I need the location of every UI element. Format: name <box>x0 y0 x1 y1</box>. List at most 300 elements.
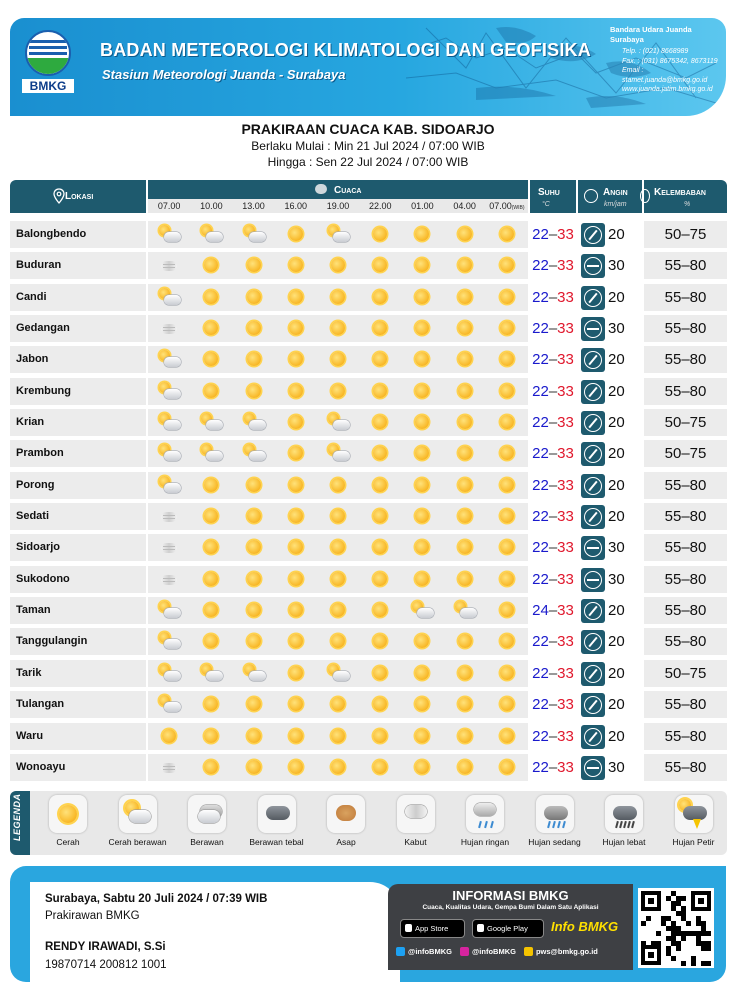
wind-cell <box>578 503 642 530</box>
sun-icon <box>243 727 265 746</box>
weather-cells <box>148 440 528 467</box>
info-bmkg-app-name: Info BMKG <box>551 919 619 934</box>
location-name: Porong <box>10 472 146 499</box>
wind-cell <box>578 378 642 405</box>
contact-email[interactable]: Email : stamet.juanda@bmkg.go.id <box>622 67 708 84</box>
weather-cells <box>148 503 528 530</box>
temp-max: 33 <box>557 727 574 745</box>
location-name: Gedangan <box>10 315 146 342</box>
temp-max: 33 <box>557 602 574 620</box>
sun-icon <box>369 256 391 275</box>
humidity-range: 55–80 <box>644 346 727 373</box>
weather-cells <box>148 566 528 593</box>
fog-icon <box>158 570 180 589</box>
table-row <box>10 378 727 405</box>
humidity-range: 50–75 <box>644 409 727 436</box>
wind-direction-icon <box>581 630 605 654</box>
overcast-icon <box>258 795 296 833</box>
sun-icon <box>369 476 391 495</box>
location-name: Taman <box>10 597 146 624</box>
sun-icon <box>200 758 222 777</box>
wind-direction-icon <box>581 662 605 686</box>
wind-speed: 30 <box>608 539 625 557</box>
sun-icon <box>285 507 307 526</box>
temp-min: 22 <box>532 288 549 306</box>
sun-icon <box>454 727 476 746</box>
contact-title: Bandara Udara Juanda Surabaya <box>610 25 692 44</box>
sun-icon <box>285 225 307 244</box>
temp-max: 33 <box>557 476 574 494</box>
wind-direction-icon <box>581 725 605 749</box>
sun-icon <box>411 382 433 401</box>
weather-cells <box>148 409 528 436</box>
sun-icon <box>369 319 391 338</box>
column-header-cuaca <box>148 180 528 213</box>
wind-direction-icon <box>581 442 605 466</box>
legend-item <box>31 795 105 847</box>
legend-label: Berawan tebal <box>249 837 304 847</box>
temperature-range: 22–33 <box>530 221 576 248</box>
sun-icon <box>285 476 307 495</box>
sun-cloud-icon <box>158 350 180 369</box>
sun-icon <box>411 350 433 369</box>
sun-icon <box>369 664 391 683</box>
logo-text: BMKG <box>22 79 74 93</box>
temperature-range: 22–33 <box>530 503 576 530</box>
info-subtitle: Cuaca, Kualitas Udara, Gempa Bumi Dalam Satu Aplikasi <box>422 904 599 911</box>
forecast-table <box>10 221 727 785</box>
wind-speed: 20 <box>608 226 625 243</box>
legend-label: Hujan lebat <box>602 837 646 847</box>
time-slot: 22.00 <box>368 201 392 211</box>
wind-direction-icon <box>581 348 605 372</box>
mail-icon <box>524 947 533 956</box>
twitter-link[interactable]: @infoBMKG <box>396 947 452 956</box>
sun-icon <box>158 727 180 746</box>
wind-speed: 30 <box>608 320 625 338</box>
location-name: Balongbendo <box>10 221 146 248</box>
table-row <box>10 597 727 624</box>
angin-label: Angin <box>603 187 628 198</box>
qr-code[interactable] <box>638 888 714 968</box>
temp-max: 33 <box>557 570 574 588</box>
sun-icon <box>369 695 391 714</box>
sun-icon <box>369 507 391 526</box>
kelembaban-label: Kelembaban <box>654 187 706 198</box>
legend-label: Hujan sedang <box>528 837 581 847</box>
sun-icon <box>327 476 349 495</box>
legend-item <box>587 795 661 847</box>
wind-speed: 20 <box>608 727 625 745</box>
sun-icon <box>285 288 307 307</box>
wind-cell <box>578 346 642 373</box>
sun-icon <box>369 601 391 620</box>
humidity-range: 55–80 <box>644 566 727 593</box>
sun-cloud-icon <box>454 601 476 620</box>
time-slot: 07.00 <box>157 201 181 211</box>
sun-icon <box>369 413 391 432</box>
humidity-range: 55–80 <box>644 472 727 499</box>
weather-cells <box>148 252 528 279</box>
sun-icon <box>496 476 518 495</box>
sun-icon <box>327 319 349 338</box>
fog-icon <box>158 319 180 338</box>
sun-icon <box>243 538 265 557</box>
sun-icon <box>496 319 518 338</box>
humidity-range: 55–80 <box>644 691 727 718</box>
location-name: Waru <box>10 723 146 750</box>
sun-icon <box>411 570 433 589</box>
sun-icon <box>454 288 476 307</box>
sun-icon <box>200 727 222 746</box>
google-play-button[interactable]: Google Play <box>472 919 544 938</box>
sun-icon <box>369 538 391 557</box>
sun-icon <box>454 444 476 463</box>
sun-icon <box>243 288 265 307</box>
sun-cloud-icon <box>327 444 349 463</box>
sun-icon <box>285 538 307 557</box>
sun-cloud-icon <box>200 664 222 683</box>
location-name: Tarik <box>10 660 146 687</box>
valid-from: Berlaku Mulai : Min 21 Jul 2024 / 07:00 WIB <box>251 139 485 153</box>
temperature-range: 22–33 <box>530 252 576 279</box>
sun-cloud-icon <box>158 288 180 307</box>
wind-speed: 30 <box>608 257 625 275</box>
email-link[interactable]: pws@bmkg.go.id <box>524 947 598 956</box>
sun-icon <box>496 601 518 620</box>
suhu-unit: °C <box>542 201 550 208</box>
humidity-range: 55–80 <box>644 503 727 530</box>
temp-max: 33 <box>557 288 574 306</box>
sun-icon <box>200 256 222 275</box>
sun-icon <box>411 413 433 432</box>
sun-icon <box>411 664 433 683</box>
wind-cell <box>578 691 642 718</box>
smoke-icon <box>327 795 365 833</box>
sun-icon <box>496 288 518 307</box>
temp-min: 22 <box>532 320 549 338</box>
temperature-range: 22–33 <box>530 472 576 499</box>
legend-item <box>448 795 522 847</box>
sun-icon <box>200 695 222 714</box>
wind-direction-icon <box>581 536 605 560</box>
temperature-range: 22–33 <box>530 284 576 311</box>
instagram-link[interactable]: @infoBMKG <box>460 947 516 956</box>
wind-direction-icon <box>581 286 605 310</box>
temp-min: 22 <box>532 758 549 776</box>
temp-max: 33 <box>557 320 574 338</box>
location-pin-icon <box>53 188 65 204</box>
sun-icon <box>327 727 349 746</box>
sun-cloud-icon <box>411 601 433 620</box>
humidity-range: 55–80 <box>644 754 727 781</box>
time-slot: 10.00 <box>200 201 223 211</box>
sun-icon <box>327 288 349 307</box>
humidity-range: 55–80 <box>644 378 727 405</box>
location-name: Tanggulangin <box>10 628 146 655</box>
temperature-range: 22–33 <box>530 754 576 781</box>
column-header-lokasi <box>10 180 146 213</box>
humidity-range: 55–80 <box>644 284 727 311</box>
wind-speed: 20 <box>608 602 625 620</box>
sun-icon <box>327 695 349 714</box>
sun-icon <box>243 350 265 369</box>
wind-cell <box>578 315 642 342</box>
legend-item <box>101 795 175 847</box>
sun-cloud-icon <box>243 225 265 244</box>
time-slot: 07.00(WIB) <box>489 201 525 211</box>
wind-speed: 20 <box>608 664 625 682</box>
temp-min: 22 <box>532 696 549 714</box>
sun-icon <box>411 538 433 557</box>
wind-speed: 20 <box>608 414 625 432</box>
humidity-range: 50–75 <box>644 221 727 248</box>
temp-max: 33 <box>557 508 574 526</box>
temp-min: 22 <box>532 508 549 526</box>
fog-icon <box>158 507 180 526</box>
sun-icon <box>411 319 433 338</box>
instagram-icon <box>460 947 469 956</box>
location-name: Jabon <box>10 346 146 373</box>
table-row <box>10 566 727 593</box>
table-row <box>10 503 727 530</box>
angin-unit: km/jam <box>604 201 627 208</box>
location-name: Prambon <box>10 440 146 467</box>
weather-cells <box>148 723 528 750</box>
wind-cell <box>578 440 642 467</box>
sun-icon <box>369 382 391 401</box>
legend-label: Hujan ringan <box>460 837 510 847</box>
wind-cell <box>578 409 642 436</box>
forecaster-role: Prakirawan BMKG <box>45 910 140 922</box>
weather-cells <box>148 315 528 342</box>
sun-icon <box>243 382 265 401</box>
humidity-range: 55–80 <box>644 628 727 655</box>
time-slot: 01.00 <box>411 201 434 211</box>
social-links <box>396 947 629 956</box>
sun-icon <box>200 319 222 338</box>
sun-icon <box>369 225 391 244</box>
sun-icon <box>285 727 307 746</box>
sun-icon <box>496 382 518 401</box>
sun-icon <box>327 570 349 589</box>
sun-cloud-icon <box>243 664 265 683</box>
lokasi-label: Lokasi <box>65 191 94 202</box>
sun-icon <box>454 538 476 557</box>
wind-direction-icon <box>581 505 605 529</box>
temp-max: 33 <box>557 696 574 714</box>
sun-icon <box>243 319 265 338</box>
temperature-range: 22–33 <box>530 566 576 593</box>
sun-cloud-icon <box>158 601 180 620</box>
sun-cloud-icon <box>327 413 349 432</box>
legend-item <box>309 795 383 847</box>
temp-max: 33 <box>557 382 574 400</box>
location-name: Wonoayu <box>10 754 146 781</box>
sun-icon <box>411 476 433 495</box>
legend-label: Berawan <box>190 837 224 847</box>
wind-direction-icon <box>581 474 605 498</box>
fog-icon <box>158 256 180 275</box>
app-store-button[interactable]: App Store <box>400 919 465 938</box>
sun-icon <box>496 664 518 683</box>
temp-max: 33 <box>557 539 574 557</box>
sun-icon <box>496 444 518 463</box>
header-banner <box>10 18 726 116</box>
sun-icon <box>496 570 518 589</box>
station-name: Stasiun Meteorologi Juanda - Surabaya <box>102 67 346 82</box>
sun-icon <box>243 507 265 526</box>
wind-direction-icon <box>581 380 605 404</box>
location-name: Krian <box>10 409 146 436</box>
humidity-range: 55–80 <box>644 597 727 624</box>
weather-cells <box>148 346 528 373</box>
location-name: Candi <box>10 284 146 311</box>
sun-icon <box>200 570 222 589</box>
wind-cell <box>578 221 642 248</box>
weather-cells <box>148 754 528 781</box>
table-row <box>10 409 727 436</box>
sun-cloud-icon <box>158 695 180 714</box>
suhu-label: Suhu <box>538 187 560 198</box>
sun-cloud-icon <box>158 632 180 651</box>
sun-icon <box>454 758 476 777</box>
column-header-angin <box>578 180 642 213</box>
location-name: Sedati <box>10 503 146 530</box>
temperature-range: 22–33 <box>530 628 576 655</box>
wind-cell <box>578 566 642 593</box>
weather-cells <box>148 691 528 718</box>
wind-cell <box>578 534 642 561</box>
sun-icon <box>200 632 222 651</box>
table-row <box>10 628 727 655</box>
legend-label: Kabut <box>404 837 427 847</box>
sun-icon <box>411 727 433 746</box>
wind-direction-icon <box>581 411 605 435</box>
sun-icon <box>285 350 307 369</box>
wind-cell <box>578 754 642 781</box>
wind-direction-icon <box>581 254 605 278</box>
forecaster-nip: 19870714 200812 1001 <box>45 959 167 971</box>
location-name: Sidoarjo <box>10 534 146 561</box>
sun-icon <box>369 444 391 463</box>
legend <box>10 791 727 855</box>
sun-icon <box>411 695 433 714</box>
sun-icon <box>411 507 433 526</box>
temperature-range: 22–33 <box>530 440 576 467</box>
sun-icon <box>454 225 476 244</box>
weather-cells <box>148 378 528 405</box>
sun-icon <box>243 632 265 651</box>
table-row <box>10 252 727 279</box>
weather-cells <box>148 628 528 655</box>
sun-icon <box>369 758 391 777</box>
contact-fax: Fax. : (031) 8675342, 8673119 <box>622 57 718 65</box>
legend-item <box>657 795 731 847</box>
wind-speed: 30 <box>608 758 625 776</box>
weather-cells <box>148 221 528 248</box>
sun-icon <box>200 538 222 557</box>
temperature-range: 24–33 <box>530 597 576 624</box>
cuaca-label: Cuaca <box>334 185 362 196</box>
humidity-range: 55–80 <box>644 252 727 279</box>
twitter-icon <box>396 947 405 956</box>
temp-min: 22 <box>532 633 549 651</box>
sun-cloud-icon <box>327 664 349 683</box>
legend-label: Cerah berawan <box>108 837 167 847</box>
table-row <box>10 284 727 311</box>
humidity-range: 50–75 <box>644 660 727 687</box>
sun-cloud-icon <box>200 444 222 463</box>
sun-icon <box>454 570 476 589</box>
sun-icon <box>243 256 265 275</box>
fog-icon <box>158 758 180 777</box>
legend-label: Cerah <box>56 837 80 847</box>
time-slot: 13.00 <box>242 201 265 211</box>
table-row <box>10 315 727 342</box>
sun-cloud-icon <box>243 413 265 432</box>
fog-icon <box>397 795 435 833</box>
table-row <box>10 346 727 373</box>
sun-cloud-icon <box>327 225 349 244</box>
weather-icon <box>315 184 327 194</box>
legend-item <box>240 795 314 847</box>
sun-cloud-icon <box>243 444 265 463</box>
fog-icon <box>158 538 180 557</box>
weather-cells <box>148 472 528 499</box>
sun-icon <box>411 444 433 463</box>
wind-cell <box>578 628 642 655</box>
wind-speed: 20 <box>608 476 625 494</box>
moderate-rain-icon <box>536 795 574 833</box>
forecaster-name: RENDY IRAWADI, S.Si <box>45 941 166 953</box>
wind-direction-icon <box>581 568 605 592</box>
sun-icon <box>496 758 518 777</box>
location-name: Tulangan <box>10 691 146 718</box>
table-row <box>10 534 727 561</box>
sun-icon <box>200 476 222 495</box>
temperature-range: 22–33 <box>530 378 576 405</box>
sun-icon <box>327 382 349 401</box>
sun-icon <box>411 632 433 651</box>
bmkg-logo <box>22 30 74 100</box>
contact-web[interactable]: www.juanda.jatim.bmkg.go.id <box>622 86 713 93</box>
sun-icon <box>49 795 87 833</box>
temp-min: 22 <box>532 257 549 275</box>
info-title: INFORMASI BMKG <box>452 888 569 903</box>
contact-telp: Telp. : (021) 8668989 <box>622 48 689 55</box>
info-bmkg-panel <box>388 884 633 970</box>
legend-label: Asap <box>336 837 356 847</box>
sun-icon <box>496 225 518 244</box>
wind-direction-icon <box>581 599 605 623</box>
sun-icon <box>454 507 476 526</box>
sun-cloud-icon <box>158 476 180 495</box>
sun-icon <box>454 256 476 275</box>
temp-max: 33 <box>557 758 574 776</box>
wind-speed: 20 <box>608 508 625 526</box>
wind-cell <box>578 723 642 750</box>
temp-max: 33 <box>557 414 574 432</box>
temp-max: 33 <box>557 445 574 463</box>
sun-icon <box>200 382 222 401</box>
sun-icon <box>411 256 433 275</box>
temp-min: 24 <box>532 602 549 620</box>
sun-icon <box>496 256 518 275</box>
table-row <box>10 660 727 687</box>
sun-icon <box>285 382 307 401</box>
sun-icon <box>243 476 265 495</box>
